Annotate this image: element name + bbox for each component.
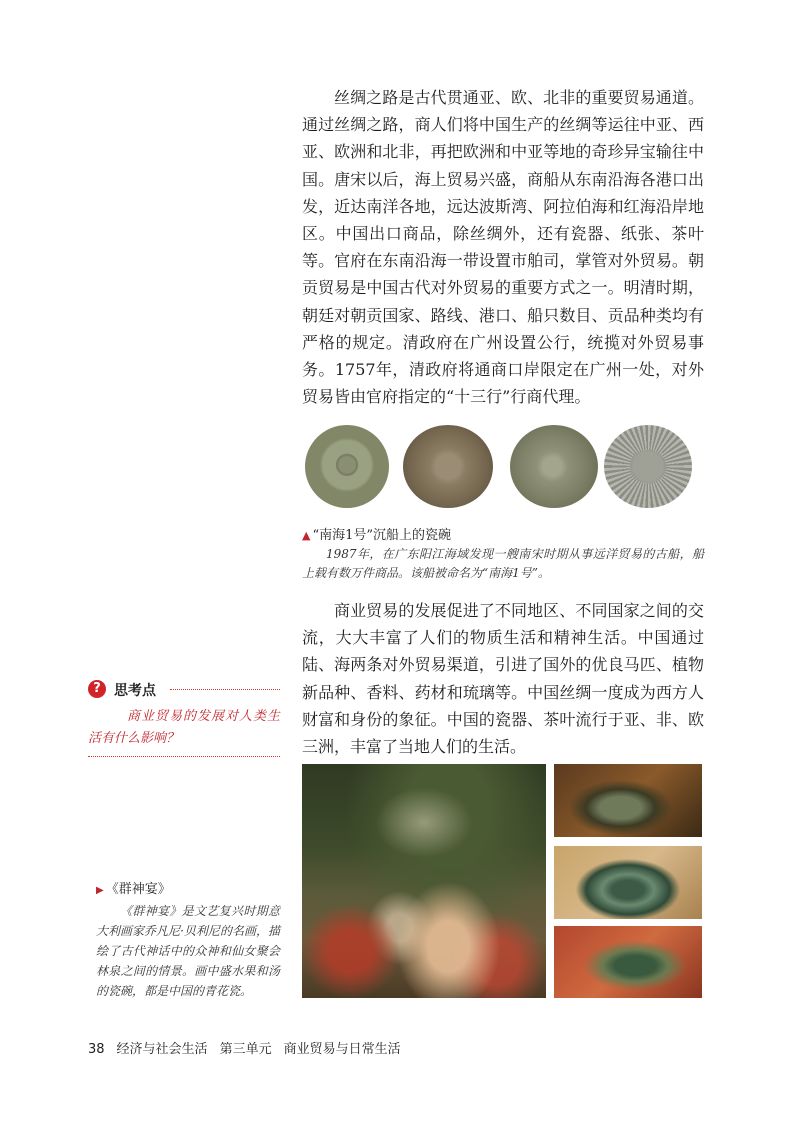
painting-caption-body: 《群神宴》是文艺复兴时期意大利画家乔凡尼·贝利尼的名画，描绘了古代神话中的众神和仙女聚会林泉之间的情景。画中盛水果和汤的瓷碗，都是中国的青花瓷。: [96, 904, 280, 998]
painting-caption-title: ▶ 《群神宴》: [96, 882, 171, 897]
book-title: 经济与社会生活: [116, 1042, 208, 1057]
page-footer: [88, 1038, 401, 1057]
carved-bowl-image: [510, 425, 598, 508]
divider: [170, 689, 280, 690]
question-icon: ?: [88, 680, 106, 698]
think-point-label: 思考点: [114, 683, 156, 699]
think-point-question: 商业贸易的发展对人类生活有什么影响？: [88, 709, 280, 746]
feast-of-gods-painting: [302, 764, 546, 998]
porcelain-detail-image: [554, 764, 702, 837]
body-paragraph-2: [302, 597, 704, 760]
page-number: 38: [88, 1042, 105, 1057]
brown-bowl-image: [403, 425, 493, 508]
celadon-bowl-image: [305, 425, 389, 508]
body-paragraph-1: [302, 84, 704, 410]
triangle-icon: ▲: [302, 529, 311, 542]
think-point-box: [88, 680, 280, 757]
bowls-caption-title: ▲ “南海1号”沉船上的瓷碗: [302, 528, 452, 543]
paragraph-text: 商业贸易的发展促进了不同地区、不同国家之间的交流，大大丰富了人们的物质生活和精神生活。中国通过陆、海两条对外贸易渠道，引进了国外的优良马匹、植物新品种、香料、药材和琉璃等。中国丝绸一度成为西方人财富和身份的象征。中国的瓷器、茶叶流行于亚、非、欧三洲，丰富了当地人们的生活。: [302, 601, 704, 757]
bowls-caption-body: 1987年，在广东阳江海域发现一艘南宋时期从事远洋贸易的古船，船上载有数万件商品。该船被命名为“南海1号”。: [302, 547, 704, 580]
unit-label: 第三单元: [219, 1042, 272, 1057]
bowls-photo: [302, 425, 702, 508]
divider: [88, 756, 280, 757]
paragraph-text: 丝绸之路是古代贯通亚、欧、北非的重要贸易通道。通过丝绸之路，商人们将中国生产的丝绸等运往中亚、西亚、欧洲和北非，再把欧洲和中亚等地的奇珍异宝输往中国。唐宋以后，海上贸易兴盛，商船从东南沿海各港口出发，近达南洋各地，远达波斯湾、阿拉伯海和红海沿岸地区。中国出口商品，除丝绸外，还有瓷器、纸张、茶叶等。官府在东南沿海一带设置市舶司，掌管对外贸易。朝贡贸易是中国古代对外贸易的重要方式之一。明清时期，朝廷对朝贡国家、路线、港口、船只数目、贡品种类均有严格的规定。清政府在广州设置公行，统揽对外贸易事务。1757年，清政府将通商口岸限定在广州一处，对外贸易皆由官府指定的“十三行”行商代理。: [302, 88, 704, 407]
porcelain-detail-image: [554, 926, 702, 998]
triangle-icon: ▶: [96, 885, 104, 896]
porcelain-detail-image: [554, 846, 702, 919]
ribbed-bowl-image: [604, 425, 692, 508]
unit-title: 商业贸易与日常生活: [283, 1042, 401, 1057]
painting-caption: [96, 878, 280, 1001]
